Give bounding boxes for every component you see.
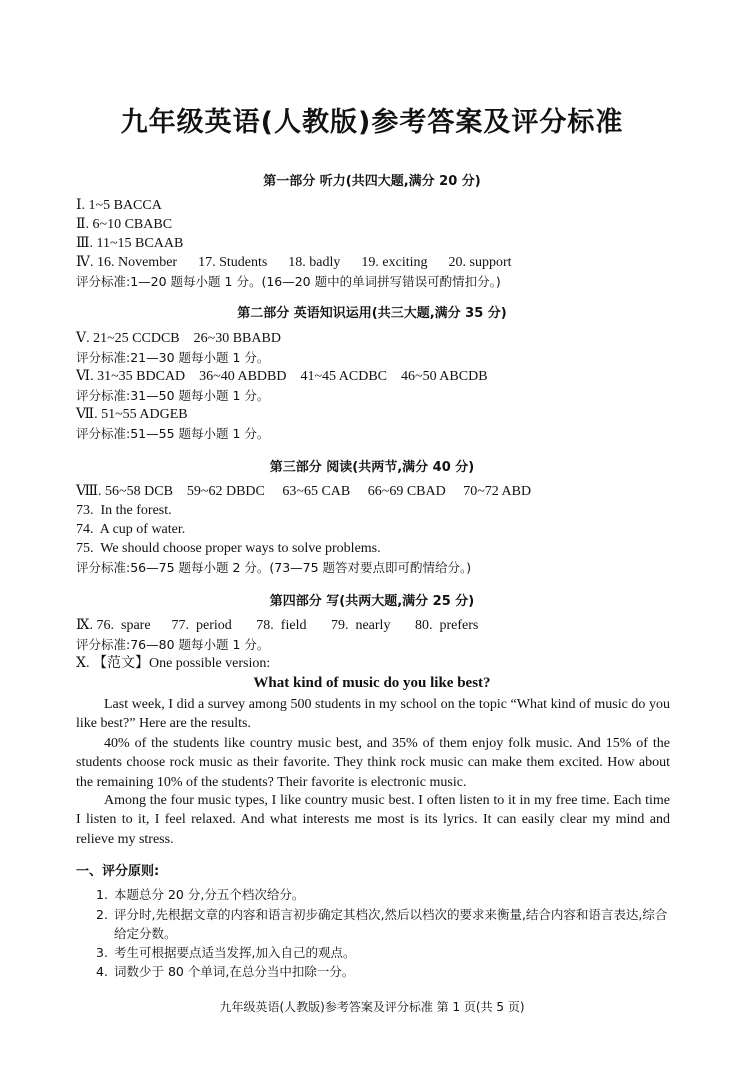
part3-heading: 第三部分 阅读(共两节,满分 40 分)	[269, 460, 475, 475]
answer-line-q1: Ⅰ. 1~5 BACCA	[76, 198, 162, 213]
scoring-note-q9: 评分标准:76—80 题每小题 1 分。	[76, 637, 270, 652]
principle-text: 考生可根据要点适当发挥,加入自己的观点。	[114, 945, 356, 960]
principle-item-1	[96, 885, 670, 904]
part1-heading: 第一部分 听力(共四大题,满分 20 分)	[263, 174, 481, 189]
answer-line-73: 73. In the forest.	[76, 503, 172, 518]
answer-line-q9: Ⅸ. 76. spare 77. period 78. field 79. nearly 80. prefers	[76, 618, 479, 633]
essay-paragraph-1: Last week, I did a survey among 500 students in my school on the topic “What kind of music do you like best?” Here are the results.	[76, 697, 670, 732]
scoring-note-part1: 评分标准:1—20 题每小题 1 分。(16—20 题中的单词拼写错误可酌情扣分。)	[76, 274, 501, 289]
principle-number: 4.	[96, 964, 108, 979]
essay-title: What kind of music do you like best?	[253, 675, 491, 691]
principle-number: 1.	[96, 887, 108, 902]
principle-text: 词数少于 80 个单词,在总分当中扣除一分。	[114, 964, 355, 979]
principle-item-3	[96, 943, 670, 962]
essay-paragraph-2: 40% of the students like country music best, and 35% of them enjoy folk music. And 15% of the students choose rock music as their favorite. They think rock music can make them excited. How about the remaining 10% of the students? Their favorite is electronic music.	[76, 736, 670, 790]
part4-heading: 第四部分 写(共两大题,满分 25 分)	[269, 594, 475, 609]
answer-line-q4: Ⅳ. 16. November 17. Students 18. badly 19. exciting 20. support	[76, 255, 512, 270]
scoring-note-q6: 评分标准:31—50 题每小题 1 分。	[76, 388, 270, 403]
principle-number: 2.	[96, 907, 108, 922]
answer-line-q3: Ⅲ. 11~15 BCAAB	[76, 236, 184, 251]
scoring-note-q7: 评分标准:51—55 题每小题 1 分。	[76, 426, 270, 441]
answer-line-75: 75. We should choose proper ways to solve problems.	[76, 541, 381, 556]
scoring-note-part3: 评分标准:56—75 题每小题 2 分。(73—75 题答对要点即可酌情给分。)	[76, 560, 472, 575]
page-footer: 九年级英语(人教版)参考答案及评分标准 第 1 页(共 5 页)	[219, 1000, 525, 1014]
answer-line-q5: Ⅴ. 21~25 CCDCB 26~30 BBABD	[76, 331, 281, 346]
scoring-note-q5: 评分标准:21—30 题每小题 1 分。	[76, 350, 270, 365]
principles-heading: 一、评分原则:	[76, 864, 160, 879]
page-title: 九年级英语(人教版)参考答案及评分标准	[120, 107, 624, 138]
principle-item-2	[96, 905, 670, 943]
answer-line-q2: Ⅱ. 6~10 CBABC	[76, 217, 173, 232]
principle-text: 评分时,先根据文章的内容和语言初步确定其档次,然后以档次的要求来衡量,结合内容和语言表达,综合给定分数。	[114, 907, 668, 941]
answer-line-q8: Ⅷ. 56~58 DCB 59~62 DBDC 63~65 CAB 66~69 CBAD 70~72 ABD	[76, 484, 532, 499]
essay-paragraph-3: Among the four music types, I like country music best. I often listen to it in my free time. Each time I listen to it, I feel relaxed. And what interests me most is its lyrics. It can easily clear my mind and relieve my stress.	[76, 793, 670, 847]
principle-number: 3.	[96, 945, 108, 960]
principle-text: 本题总分 20 分,分五个档次给分。	[114, 887, 305, 902]
answer-line-74: 74. A cup of water.	[76, 522, 186, 537]
answer-line-q6: Ⅵ. 31~35 BDCAD 36~40 ABDBD 41~45 ACDBC 46~50 ABCDB	[76, 369, 488, 384]
answer-line-q7: Ⅶ. 51~55 ADGEB	[76, 407, 188, 422]
principle-item-4	[96, 962, 670, 981]
part2-heading: 第二部分 英语知识运用(共三大题,满分 35 分)	[237, 306, 507, 321]
answer-line-q10: Ⅹ. 【范文】One possible version:	[76, 656, 271, 671]
